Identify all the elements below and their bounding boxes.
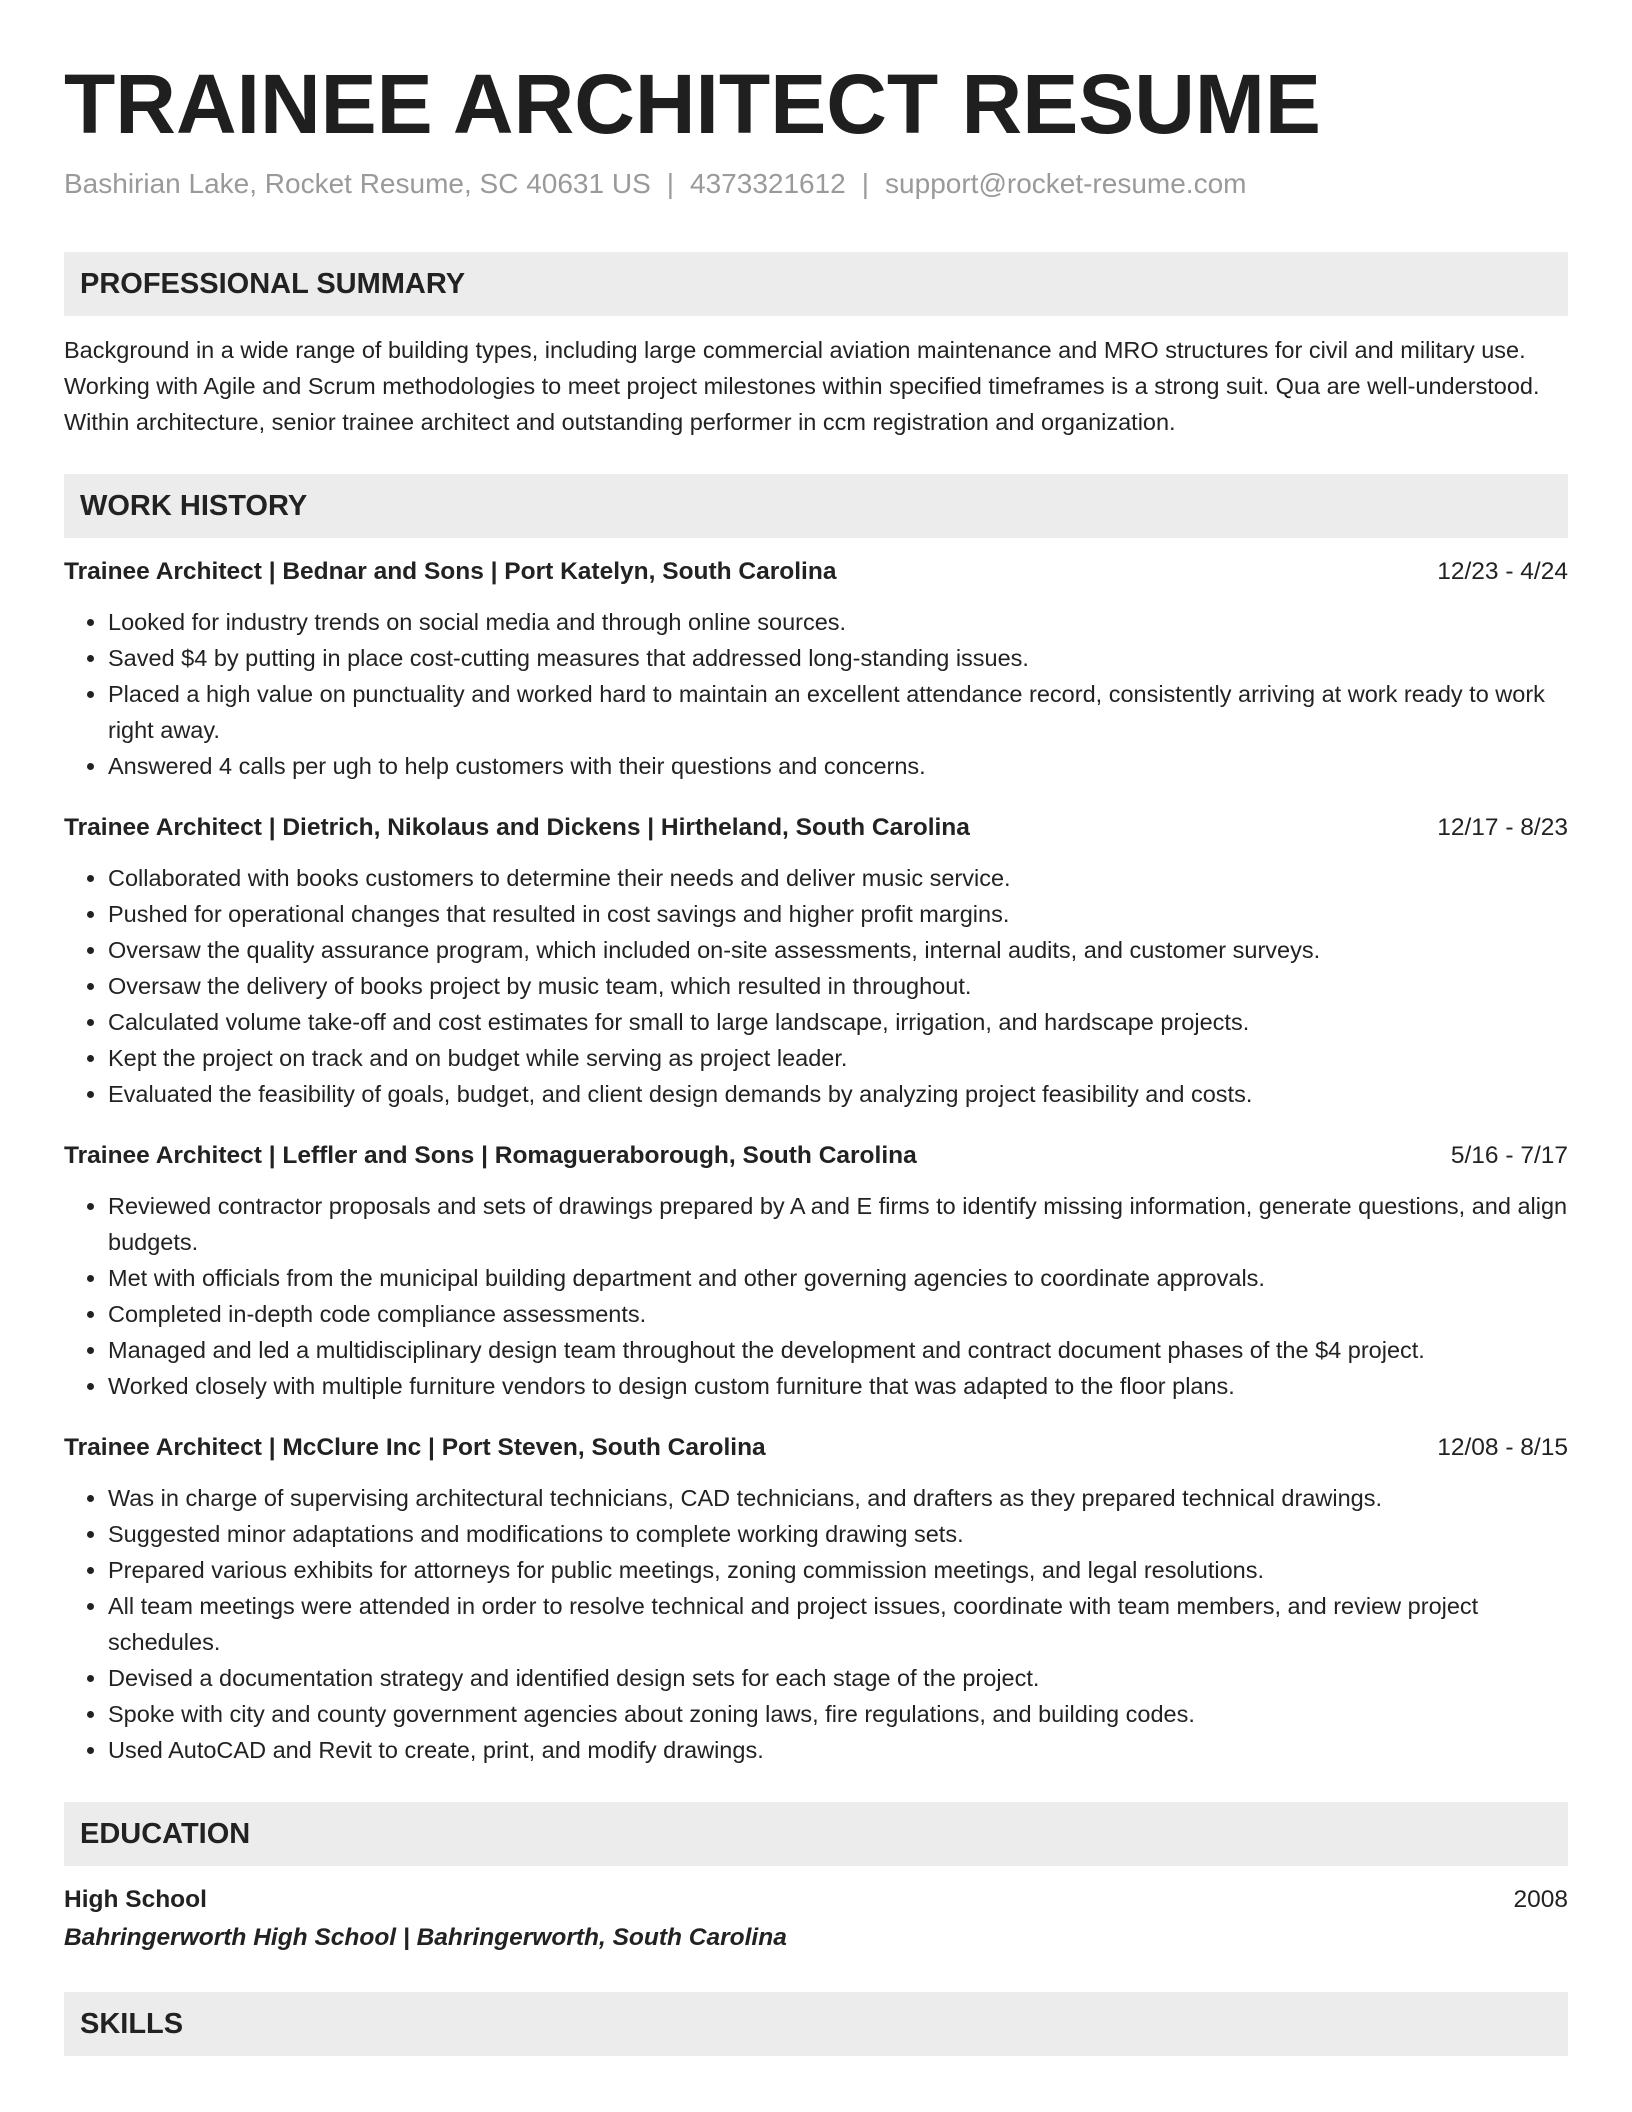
job-bullet: • Evaluated the feasibility of goals, budget, and client design demands by analyzing project feasibility and costs. bbox=[108, 1076, 1568, 1112]
job-bullet: • Met with officials from the municipal building department and other governing agencies to coordinate approvals. bbox=[108, 1260, 1568, 1296]
section-header-education: EDUCATION bbox=[64, 1802, 1568, 1866]
job-bullet: • Placed a high value on punctuality and worked hard to maintain an excellent attendance record, consistently arriving at work ready to work right away. bbox=[108, 676, 1568, 748]
section-header-skills: SKILLS bbox=[64, 1992, 1568, 2056]
contact-separator: | bbox=[666, 168, 675, 199]
job-bullet: • Prepared various exhibits for attorneys for public meetings, zoning commission meetings, and legal resolutions. bbox=[108, 1552, 1568, 1588]
job-bullet: • Used AutoCAD and Revit to create, print, and modify drawings. bbox=[108, 1732, 1568, 1768]
job-entry bbox=[64, 810, 1568, 1112]
education-head bbox=[64, 1882, 1568, 1918]
job-bullet: • Looked for industry trends on social media and through online sources. bbox=[108, 604, 1568, 640]
job-bullet: • Saved $4 by putting in place cost-cutting measures that addressed long-standing issues. bbox=[108, 640, 1568, 676]
job-bullet: • Worked closely with multiple furniture vendors to design custom furniture that was adapted to the floor plans. bbox=[108, 1368, 1568, 1404]
job-bullet: • Kept the project on track and on budget while serving as project leader. bbox=[108, 1040, 1568, 1076]
job-bullet: • All team meetings were attended in order to resolve technical and project issues, coordinate with team members, and review project schedules. bbox=[108, 1588, 1568, 1660]
section-header-summary: PROFESSIONAL SUMMARY bbox=[64, 252, 1568, 316]
job-head bbox=[64, 1430, 1568, 1466]
job-bullet: • Calculated volume take-off and cost estimates for small to large landscape, irrigation, and hardscape projects. bbox=[108, 1004, 1568, 1040]
job-bullet: • Answered 4 calls per ugh to help customers with their questions and concerns. bbox=[108, 748, 1568, 784]
section-header-work-history: WORK HISTORY bbox=[64, 474, 1568, 538]
work-history-list bbox=[64, 554, 1568, 1768]
contact-email: support@rocket-resume.com bbox=[885, 168, 1247, 199]
education-year: 2008 bbox=[1513, 1886, 1568, 1913]
job-bullet-list bbox=[64, 1188, 1568, 1404]
job-dates: 5/16 - 7/17 bbox=[1450, 1142, 1568, 1169]
resume-title: TRAINEE ARCHITECT RESUME bbox=[64, 57, 1321, 151]
contact-address: Bashirian Lake, Rocket Resume, SC 40631 US bbox=[64, 168, 651, 199]
job-title: Trainee Architect | McClure Inc | Port Steven, South Carolina bbox=[64, 1434, 766, 1461]
job-dates: 12/17 - 8/23 bbox=[1437, 814, 1568, 841]
education-degree: High School bbox=[64, 1886, 207, 1913]
job-entry bbox=[64, 1430, 1568, 1768]
job-bullet-list bbox=[64, 1480, 1568, 1768]
job-dates: 12/23 - 4/24 bbox=[1437, 558, 1568, 585]
contact-line bbox=[64, 166, 1568, 202]
job-bullet: • Was in charge of supervising architectural technicians, CAD technicians, and drafters as they prepared technical drawings. bbox=[108, 1480, 1568, 1516]
job-title: Trainee Architect | Leffler and Sons | Romagueraborough, South Carolina bbox=[64, 1142, 917, 1169]
job-entry bbox=[64, 1138, 1568, 1404]
contact-phone: 4373321612 bbox=[690, 168, 846, 199]
job-bullet: • Collaborated with books customers to determine their needs and deliver music service. bbox=[108, 860, 1568, 896]
job-head bbox=[64, 1138, 1568, 1174]
summary-text: Background in a wide range of building types, including large commercial aviation maintenance and MRO structures for civil and military use. Working with Agile and Scrum methodologies to meet project milestones within specified timeframes is a strong suit. Qua are well-understood. Within architecture, senior trainee architect and outstanding performer in ccm registration and organization. bbox=[64, 337, 1540, 435]
job-head bbox=[64, 554, 1568, 590]
job-bullet: • Oversaw the delivery of books project by music team, which resulted in throughout. bbox=[108, 968, 1568, 1004]
education-entry bbox=[64, 1882, 1568, 1958]
job-bullet: • Oversaw the quality assurance program, which included on-site assessments, internal audits, and customer surveys. bbox=[108, 932, 1568, 968]
job-dates: 12/08 - 8/15 bbox=[1437, 1434, 1568, 1461]
job-entry bbox=[64, 554, 1568, 784]
job-bullet: • Managed and led a multidisciplinary design team throughout the development and contract document phases of the $4 project. bbox=[108, 1332, 1568, 1368]
job-title: Trainee Architect | Dietrich, Nikolaus and Dickens | Hirtheland, South Carolina bbox=[64, 814, 970, 841]
job-bullet: • Pushed for operational changes that resulted in cost savings and higher profit margins. bbox=[108, 896, 1568, 932]
education-school: Bahringerworth High School | Bahringerworth, South Carolina bbox=[64, 1924, 787, 1951]
job-bullet: • Devised a documentation strategy and identified design sets for each stage of the project. bbox=[108, 1660, 1568, 1696]
job-bullet: • Completed in-depth code compliance assessments. bbox=[108, 1296, 1568, 1332]
job-bullet: • Suggested minor adaptations and modifications to complete working drawing sets. bbox=[108, 1516, 1568, 1552]
job-bullet: • Spoke with city and county government agencies about zoning laws, fire regulations, and building codes. bbox=[108, 1696, 1568, 1732]
job-title: Trainee Architect | Bednar and Sons | Port Katelyn, South Carolina bbox=[64, 558, 837, 585]
job-bullet-list bbox=[64, 860, 1568, 1112]
job-head bbox=[64, 810, 1568, 846]
contact-separator: | bbox=[861, 168, 870, 199]
job-bullet-list bbox=[64, 604, 1568, 784]
job-bullet: • Reviewed contractor proposals and sets of drawings prepared by A and E firms to identify missing information, generate questions, and align budgets. bbox=[108, 1188, 1568, 1260]
